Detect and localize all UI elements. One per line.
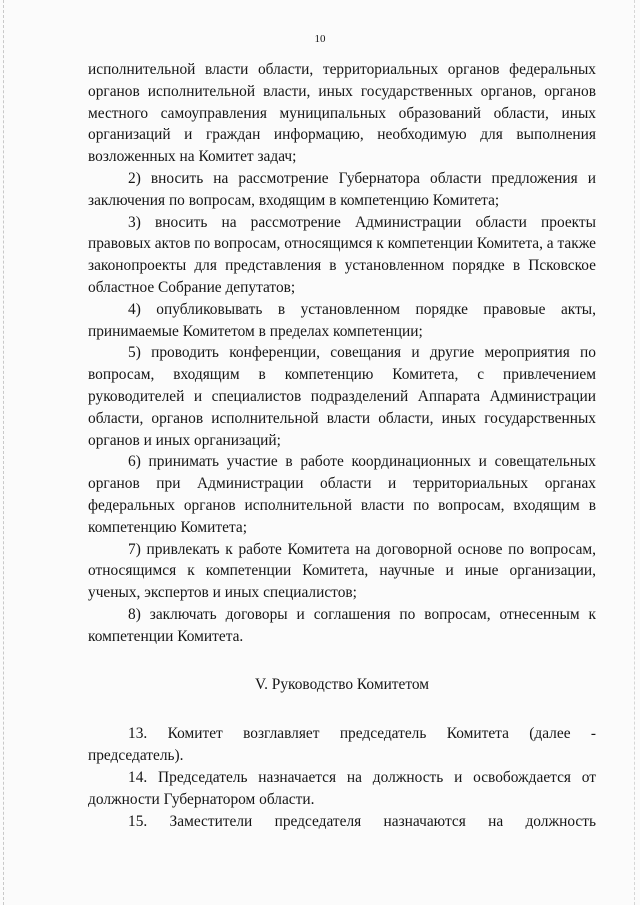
clause-14: 14. Председатель назначается на должность и освобождается от должности Губернатором области. xyxy=(88,768,596,808)
clause-13: 13. Комитет возглавляет председатель Комитета (далее - председатель). xyxy=(88,725,596,765)
clause-15: 15. Заместители председателя назначаются на должность xyxy=(128,812,596,830)
scan-edge-left xyxy=(3,0,5,905)
paragraph-item-2: 2) вносить на рассмотрение Губернатора области предложения и заключения по вопросам, входящим в компетенцию Комитета; xyxy=(88,169,596,209)
section-heading: V. Руководство Комитетом xyxy=(254,675,430,693)
paragraph-continuation: исполнительной власти области, территориальных органов федеральных органов исполнительной власти, иных государственных органов, органов местного самоуправления муниципальных образований области, иных организаций и граждан информацию, необходимую для выполнения возложенных на Комитет задач; xyxy=(88,61,596,166)
paragraph-item-7: 7) привлекать к работе Комитета на договорной основе по вопросам, относящимся к компетенции Комитета, научные и иные организации, ученых, экспертов и иных специалистов; xyxy=(88,540,596,602)
paragraph-item-5: 5) проводить конференции, совещания и другие мероприятия по вопросам, входящим в компетенцию Комитета, с привлечением руководителей и специалистов подразделений Аппарата Администрации области, органов исполнительной власти области, иных государственных органов и иных организаций; xyxy=(88,344,596,449)
document-body xyxy=(88,59,596,832)
paragraph-item-6: 6) принимать участие в работе координационных и совещательных органов при Администрации области и территориальных органах федеральных органов исполнительной власти по вопросам, входящим в компетенцию Комитета; xyxy=(88,453,596,536)
paragraph-item-4: 4) опубликовывать в установленном порядке правовые акты, принимаемые Комитетом в пределах компетенции; xyxy=(88,300,596,340)
page-number: 10 xyxy=(314,33,326,45)
scan-edge-right xyxy=(634,0,636,905)
paragraph-item-3: 3) вносить на рассмотрение Администрации области проекты правовых актов по вопросам, относящимся к компетенции Комитета, а также законопроекты для представления в установленном порядке в Псковское областное Собрание депутатов; xyxy=(88,213,596,296)
paragraph-item-8: 8) заключать договоры и соглашения по вопросам, отнесенным к компетенции Комитета. xyxy=(88,605,596,645)
